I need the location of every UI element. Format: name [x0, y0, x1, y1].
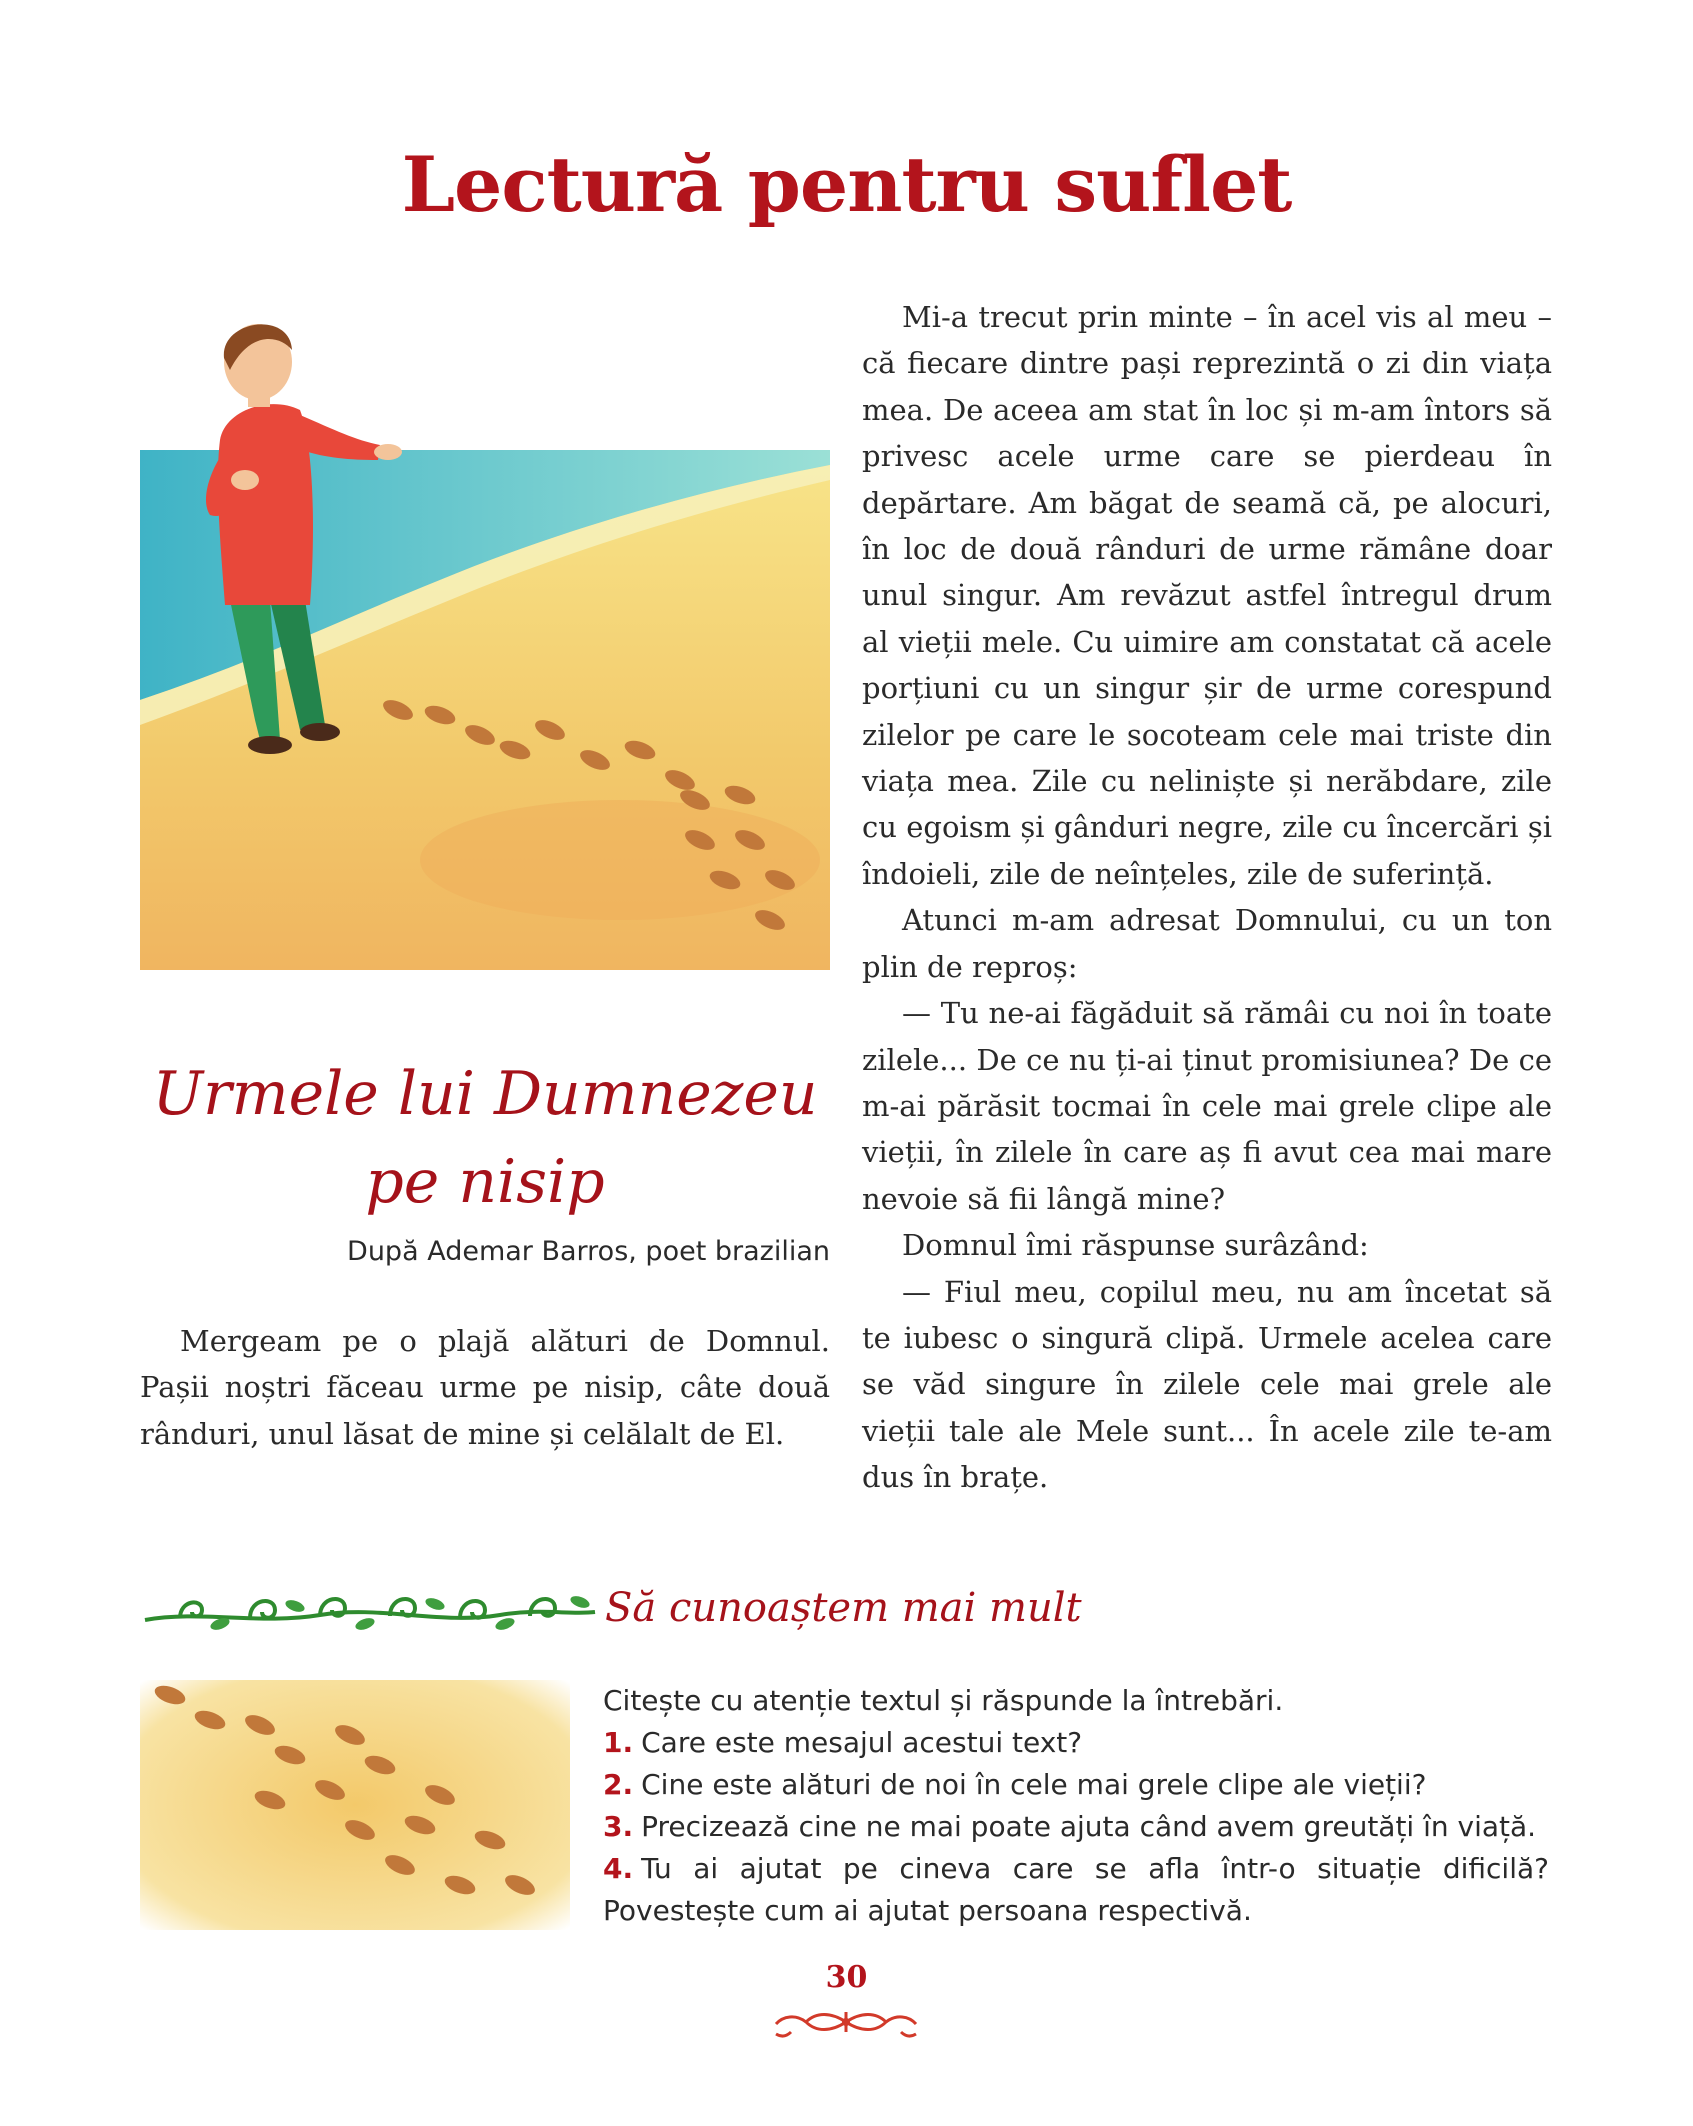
- question-number: 1.: [603, 1726, 634, 1759]
- question-number: 3.: [603, 1810, 634, 1843]
- paragraph: — Tu ne-ai făgăduit să rămâi cu noi în toate zilele... De ce nu ți-ai ținut promisiunea? De ce m-ai părăsit tocmai în cele mai grele clipe ale vieții, în zilele în care aș fi avut cea mai mare nevoie să fii lângă mine?: [862, 996, 1552, 1216]
- question-text: Precizează cine ne mai poate ajuta când avem greutăți în viață.: [641, 1810, 1537, 1843]
- paragraph: Mi-a trecut prin minte – în acel vis al meu – că fiecare dintre pași reprezintă o zi din viața mea. De aceea am stat în loc și m-am întors să privesc acele urme care se pierdeau în depărtare. Am băgat de seamă că, pe alocuri, în loc de două rânduri de urme rămâne doar unul singur. Am revăzut astfel întregul drum al vieții mele. Cu uimire am constatat că acele porțiuni cu un singur șir de urme corespund zilelor pe care le socoteam cele mai triste din viața mea. Zile cu neliniște și nerăbdare, zile cu egoism și gânduri negre, zile cu încercări și îndoieli, zile de neînțeles, zile de suferință.: [862, 300, 1552, 891]
- boy-on-beach-illustration: [140, 300, 830, 970]
- paragraph: — Fiul meu, copilul meu, nu am încetat să te iubesc o singură clipă. Urmele acelea care se văd singure în zilele cele mai grele ale vieții tale ale Mele sunt... În acele zile te-am dus în brațe.: [862, 1274, 1552, 1495]
- question-item: [603, 1722, 1549, 1764]
- question-number: 4.: [603, 1852, 634, 1885]
- floral-ornament-icon: [771, 2002, 921, 2042]
- question-text: Tu ai ajutat pe cineva care se afla într-o situație dificilă? Povestește cum ai ajutat persoana respectivă.: [603, 1852, 1549, 1927]
- question-item: [603, 1848, 1549, 1932]
- paragraph: Mergeam pe o plajă alături de Domnul. Pașii noștri făceau urme pe nisip, câte două rânduri, unul lăsat de mine și celălalt de El.: [140, 1324, 830, 1451]
- story-title-line1: Urmele lui Dumnezeu: [152, 1059, 818, 1129]
- question-text: Care este mesajul acestui text?: [641, 1726, 1083, 1759]
- questions-list: [603, 1722, 1549, 1932]
- question-text: Cine este alături de noi în cele mai grele clipe ale vieții?: [641, 1768, 1427, 1801]
- vine-ornament-icon: [140, 1580, 600, 1640]
- story-title: [140, 1050, 830, 1226]
- story-text-left: [140, 1318, 830, 1457]
- page-title: Lectură pentru suflet: [401, 140, 1292, 229]
- question-number: 2.: [603, 1768, 634, 1801]
- question-item: [603, 1764, 1549, 1806]
- section-heading: Să cunoaștem mai mult: [605, 1585, 1082, 1631]
- page-number: 30: [825, 1960, 868, 1995]
- author-credit: După Ademar Barros, poet brazilian: [347, 1236, 830, 1267]
- questions-intro: Citește cu atenție textul și răspunde la întrebări.: [603, 1684, 1284, 1717]
- footprints-illustration: [140, 1680, 570, 1930]
- question-item: [603, 1806, 1549, 1848]
- questions-block: [603, 1680, 1549, 1932]
- paragraph: Domnul îmi răspunse surâzând:: [902, 1228, 1369, 1263]
- story-title-line2: pe nisip: [365, 1147, 605, 1217]
- paragraph: Atunci m-am adresat Domnului, cu un ton plin de reproș:: [862, 903, 1552, 984]
- story-text-right: [862, 294, 1552, 1501]
